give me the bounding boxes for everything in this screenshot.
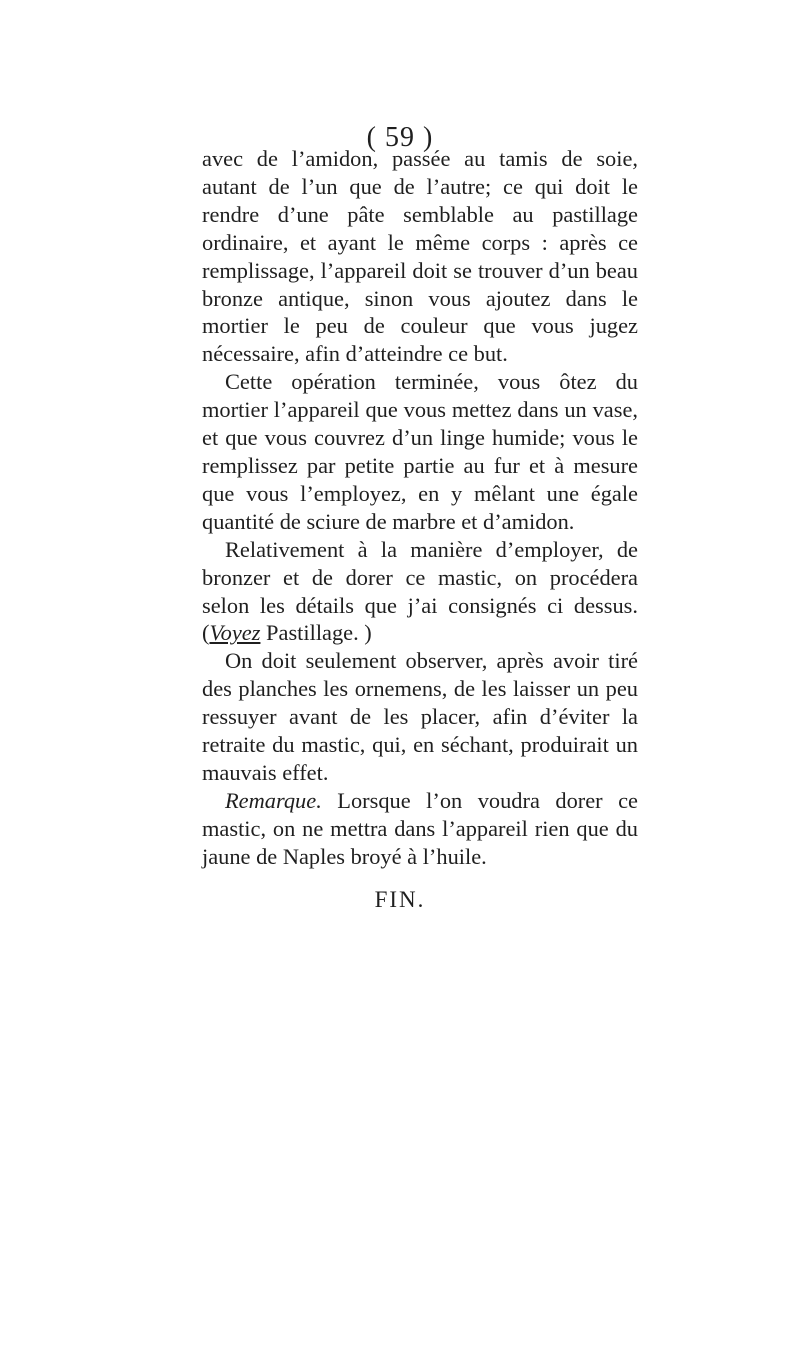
paragraph-3 [202, 536, 638, 648]
body-text [202, 145, 638, 871]
paragraph-4: On doit seulement observer, après avoir tiré des planches les ornemens, de les laisser un peu ressuyer avant de les placer, afin d’éviter la retraite du mastic, qui, en séchant, produirait un mauvais effet. [202, 648, 638, 785]
paragraph-2: Cette opération terminée, vous ôtez du mortier l’appareil que vous mettez dans un vase, et que vous couvrez d’un linge humide; vous le remplissez par petite partie au fur et à mesure que vous l’employez, en y mêlant une égale quantité de sciure de marbre et d’amidon. [202, 369, 638, 534]
paragraph-3-text: Relativement à la manière d’employer, de bronzer et de dorer ce mastic, on procédera selon les détails que j’ai consignés ci dessus. ( [202, 536, 638, 646]
cross-reference-voyez: Voyez [209, 620, 261, 646]
paragraph-1: avec de l’amidon, passée au tamis de soie, autant de l’un que de l’autre; ce qui doit le rendre d’une pâte semblable au pastillage ordinaire, et ayant le même corps : après ce remplissage, l’appareil doit se trouver d’un beau bronze antique, sinon vous ajoutez dans le mortier le peu de couleur que vous jugez nécessaire, afin d’atteindre ce but. [202, 146, 638, 367]
remark-label: Remarque. [225, 787, 322, 813]
closing-fin: FIN. [374, 887, 426, 912]
paragraph-5 [202, 787, 638, 871]
page-number: ( 59 ) [366, 122, 434, 153]
paragraph-3-end: Pastillage. ) [260, 620, 372, 646]
paragraph-5-text: Lorsque l’on voudra dorer ce mastic, on ne mettra dans l’appareil rien que du jaune de Naples broyé à l’huile. [202, 787, 638, 869]
